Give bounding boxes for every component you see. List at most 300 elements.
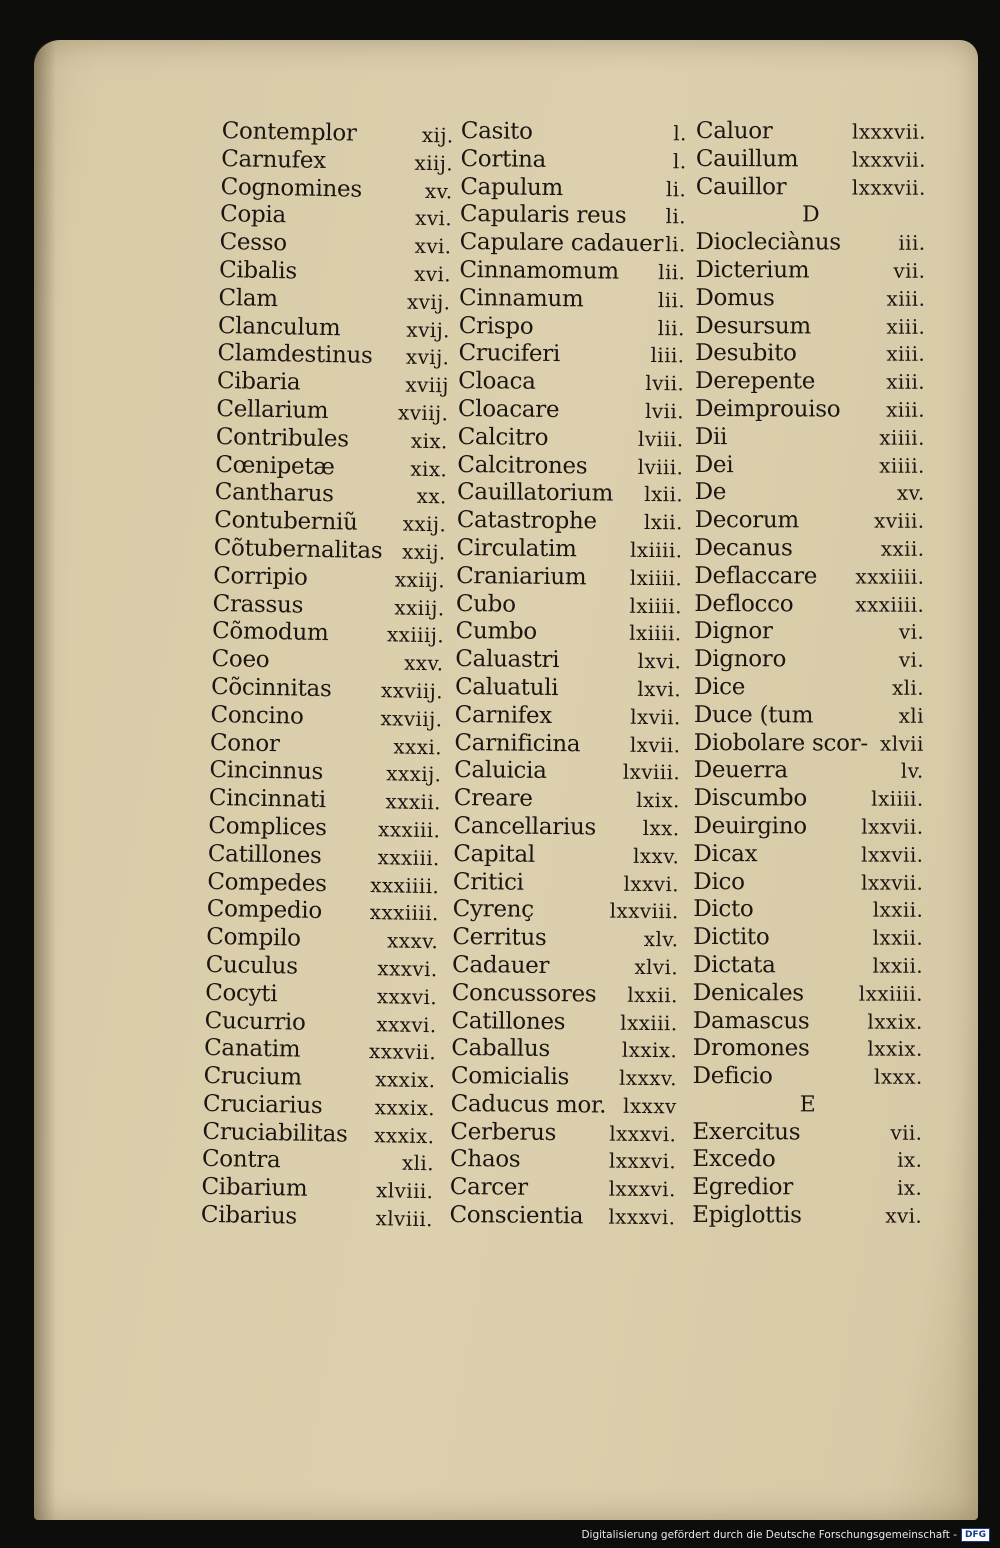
index-entry: [451, 1007, 677, 1037]
index-term: Dii: [694, 423, 728, 450]
folio-number: xlv.: [643, 927, 679, 952]
folio-number: vi.: [898, 620, 925, 645]
section-letter-heading: [696, 201, 926, 230]
index-entry: [696, 118, 926, 147]
index-entry: [458, 424, 684, 454]
index-entry: [695, 479, 925, 508]
index-entry: [695, 452, 925, 481]
folio-number: lxxvii.: [861, 842, 924, 867]
folio-number: lxiiii.: [629, 565, 683, 591]
index-term: Domus: [695, 284, 775, 312]
folio-number: xxxvi.: [377, 956, 438, 982]
index-entry: [455, 702, 681, 732]
index-term: Cumbo: [455, 618, 538, 646]
section-letter: E: [799, 1092, 816, 1118]
index-entry: [693, 1063, 923, 1092]
footer-text: Digitalisierung gefördert durch die Deutsche Forschungsgemeinschaft -: [581, 1529, 957, 1541]
index-entry: [207, 896, 439, 928]
folio-number: lvii.: [644, 398, 685, 424]
folio-number: xxxii.: [385, 789, 442, 815]
folio-number: lviii.: [637, 426, 684, 452]
folio-number: lxvi.: [637, 649, 682, 674]
folio-number: l.: [672, 149, 687, 174]
folio-number: lxxxvi.: [609, 1121, 677, 1146]
folio-number: lxxxvii.: [851, 175, 926, 200]
folio-number: liii.: [650, 343, 685, 368]
index-term: Casito: [460, 118, 533, 145]
index-term: Cauillatorium: [456, 479, 614, 507]
index-term: Caballus: [451, 1035, 551, 1063]
folio-number: lxii.: [643, 510, 683, 535]
index-entry: [695, 507, 925, 536]
index-term: Cõmodum: [211, 618, 329, 647]
index-entry: [215, 452, 447, 484]
index-entry: [693, 924, 923, 953]
index-entry: [696, 174, 926, 203]
index-term: Cruciferi: [458, 340, 561, 368]
index-term: Cancellarius: [453, 812, 597, 841]
index-entry: [694, 618, 924, 647]
index-entry: [450, 1146, 676, 1176]
index-entry: [461, 118, 687, 148]
index-entry: [217, 368, 449, 400]
folio-number: xiii.: [886, 397, 926, 422]
folio-number: xxiiij.: [386, 622, 445, 648]
folio-number: xiii.: [886, 369, 926, 394]
index-entry: [217, 340, 449, 372]
page-gutter-shadow: [34, 40, 56, 1520]
index-term: Epiglottis: [692, 1202, 802, 1229]
index-term: Clam: [218, 284, 279, 312]
index-term: Craniarium: [456, 562, 587, 591]
index-term: Crucium: [203, 1062, 303, 1091]
index-term: Dei: [694, 451, 734, 478]
index-term: Compedio: [206, 896, 323, 925]
folio-number: lxvii.: [629, 732, 681, 757]
folio-number: xxxiii.: [377, 817, 441, 843]
index-term: Contemplor: [221, 118, 357, 147]
index-term: Cadauer: [451, 951, 550, 979]
folio-number: lxxxvi.: [608, 1204, 676, 1230]
index-entry: [220, 174, 452, 206]
index-term: Clamdestinus: [217, 340, 373, 370]
index-entry: [205, 980, 437, 1012]
folio-number: ix.: [896, 1175, 923, 1201]
index-entry: [452, 924, 678, 954]
index-entry: [693, 841, 923, 870]
index-term: Dignoro: [694, 646, 787, 673]
folio-number: xij.: [421, 122, 454, 148]
index-entry: [695, 257, 925, 286]
index-term: Compilo: [206, 923, 301, 952]
index-entry: [695, 368, 925, 397]
index-term: Deflocco: [694, 590, 794, 617]
index-term: Coeo: [211, 646, 270, 674]
index-term: Dictata: [692, 951, 776, 979]
index-term: Contra: [201, 1146, 281, 1174]
index-entry: [450, 1119, 676, 1149]
folio-number: xxiij.: [394, 567, 446, 593]
dfg-logo: DFG: [961, 1528, 990, 1542]
index-entry: [454, 729, 680, 759]
index-term: Critici: [452, 868, 524, 896]
folio-number: ix.: [897, 1148, 923, 1173]
index-term: Creare: [453, 785, 533, 812]
folio-number: xlvii: [879, 731, 924, 756]
index-entry: [460, 201, 686, 231]
index-term: Desubito: [695, 340, 797, 367]
folio-number: lxiiii.: [629, 621, 682, 646]
index-entry: [692, 1174, 922, 1203]
index-entry: [450, 1174, 676, 1204]
index-term: Caluor: [695, 118, 773, 145]
index-entry: [209, 757, 441, 789]
folio-number: lxxix.: [867, 1036, 923, 1062]
index-term: Cincinnati: [208, 785, 327, 814]
folio-number: xvij.: [405, 344, 450, 370]
index-term: Deficio: [692, 1063, 773, 1090]
folio-number: lxxvii.: [861, 870, 924, 895]
folio-number: xvij.: [406, 289, 451, 315]
folio-number: lxiiii.: [871, 786, 924, 811]
index-entry: [458, 368, 684, 398]
index-term: Cocyti: [204, 979, 278, 1007]
index-term: Cibarium: [201, 1174, 308, 1203]
index-entry: [219, 229, 451, 261]
index-term: Concussores: [451, 979, 597, 1008]
index-entry: [458, 396, 684, 426]
folio-number: vii.: [890, 1120, 923, 1145]
index-term: Concino: [210, 701, 304, 730]
index-term: Cibarius: [200, 1201, 298, 1230]
folio-number: lxxiiii.: [858, 981, 923, 1006]
folio-number: lxxxvii.: [851, 147, 926, 172]
index-column-3: [692, 118, 926, 1231]
index-entry: [206, 924, 438, 956]
index-entry: [455, 618, 681, 648]
folio-number: lxxxvi.: [608, 1176, 676, 1202]
index-term: Cõcinnitas: [210, 673, 332, 703]
folio-number: lxxii.: [872, 897, 924, 923]
folio-number: lxxii.: [627, 982, 678, 1008]
folio-number: xxxix.: [374, 1095, 436, 1121]
index-term: Corripio: [212, 562, 308, 591]
index-entry: [694, 563, 924, 592]
index-term: Cesso: [219, 229, 288, 257]
folio-number: lii.: [657, 287, 686, 313]
index-entry: [455, 674, 681, 704]
index-entry: [212, 618, 444, 650]
index-term: Carnufex: [220, 145, 327, 174]
folio-number: xlviii.: [375, 1206, 434, 1232]
folio-number: xxxi.: [393, 733, 443, 759]
index-entry: [453, 868, 679, 898]
index-entry: [221, 146, 453, 178]
index-term: Diobolare scor-: [693, 729, 868, 757]
index-entry: [693, 980, 923, 1009]
folio-number: xxii.: [880, 536, 925, 561]
folio-number: xiii.: [886, 286, 926, 311]
folio-number: xxxix.: [375, 1067, 436, 1093]
folio-number: lviii.: [637, 454, 684, 479]
folio-number: lxiiii.: [629, 537, 683, 563]
folio-number: xviij.: [397, 400, 449, 426]
folio-number: xlvi.: [634, 954, 679, 980]
index-term: Deuerra: [693, 757, 788, 784]
index-term: Capulum: [460, 173, 564, 201]
folio-number: xxxiiii.: [855, 592, 925, 617]
index-entry: [213, 535, 445, 567]
folio-number: xxxiiii.: [370, 872, 440, 898]
folio-number: xxviij.: [380, 705, 443, 732]
index-term: Cantharus: [214, 479, 334, 508]
folio-number: xxij.: [401, 539, 446, 565]
index-term: Deuirgino: [693, 812, 807, 840]
index-entry: [693, 813, 923, 842]
folio-number: lxxx.: [874, 1064, 923, 1089]
index-entry: [457, 452, 683, 482]
folio-number: xiii.: [886, 314, 926, 339]
index-term: Capularis reus: [459, 201, 627, 230]
index-term: Conscientia: [449, 1202, 584, 1230]
index-entry: [214, 507, 446, 539]
folio-number: vi.: [898, 647, 925, 672]
index-entry: [209, 785, 441, 817]
folio-number: xxxij.: [386, 761, 442, 787]
index-entry: [456, 535, 682, 565]
index-term: De: [694, 479, 727, 506]
section-letter-heading: [693, 1091, 923, 1120]
folio-number: lii.: [658, 260, 686, 285]
folio-number: xv.: [424, 178, 453, 204]
index-entry: [221, 118, 453, 150]
index-entry: [460, 146, 686, 176]
index-term: Chaos: [449, 1146, 521, 1174]
folio-number: xxviij.: [380, 678, 444, 704]
folio-number: xxxiiii.: [369, 900, 439, 926]
folio-number: lxxii.: [872, 925, 924, 950]
folio-number: xvi.: [885, 1203, 923, 1228]
index-entry: [693, 869, 923, 898]
folio-number: xxxvi.: [376, 1011, 437, 1037]
index-entry: [694, 535, 924, 564]
index-entry: [692, 1146, 922, 1175]
index-entry: [694, 730, 924, 759]
folio-number: lxxix.: [867, 1009, 923, 1034]
index-term: Cyrenç: [452, 896, 534, 924]
index-term: Cibalis: [218, 256, 298, 285]
index-term: Complices: [208, 812, 327, 842]
folio-number: iii.: [898, 230, 926, 255]
index-term: Contuberniũ: [214, 507, 358, 536]
index-term: Cinnamum: [458, 284, 584, 313]
index-entry: [207, 868, 439, 900]
index-entry: [453, 841, 679, 871]
index-term: Catastrophe: [456, 507, 597, 535]
index-entry: [451, 1035, 677, 1065]
index-term: Dignor: [694, 618, 773, 645]
index-entry: [201, 1202, 433, 1234]
folio-number: lxxxv.: [618, 1065, 678, 1091]
index-term: Carnifex: [454, 701, 553, 729]
index-entry: [695, 396, 925, 425]
index-entry: [694, 674, 924, 703]
folio-number: xxv.: [403, 650, 444, 676]
folio-number: lvii.: [645, 371, 685, 396]
index-entry: [205, 952, 437, 984]
index-term: Cruciarius: [202, 1090, 323, 1119]
folio-number: xli: [898, 703, 924, 728]
folio-number: lv.: [900, 759, 924, 784]
index-term: Catillones: [451, 1007, 566, 1035]
index-term: Carcer: [449, 1174, 528, 1202]
index-entry: [215, 479, 447, 511]
index-entry: [459, 285, 685, 315]
index-entry: [695, 313, 925, 342]
folio-number: lxix.: [636, 787, 680, 813]
index-term: Conor: [209, 729, 280, 757]
folio-number: xli.: [401, 1151, 435, 1176]
index-term: Carnificina: [454, 729, 581, 757]
index-entry: [220, 201, 452, 233]
index-entry: [452, 980, 678, 1010]
folio-number: xix.: [410, 428, 449, 454]
index-entry: [460, 229, 686, 259]
folio-number: xvi.: [413, 261, 452, 287]
index-entry: [694, 702, 924, 731]
index-entry: [452, 952, 678, 982]
index-entry: [692, 1119, 922, 1148]
index-term: Calcitrones: [457, 451, 588, 479]
digitization-footer: [581, 1528, 990, 1542]
index-entry: [694, 757, 924, 786]
index-term: Dictito: [693, 924, 770, 951]
index-term: Caluicia: [454, 757, 547, 785]
index-entry: [694, 591, 924, 620]
index-term: Decorum: [694, 507, 799, 534]
index-term: Cerritus: [452, 924, 547, 952]
index-entry: [695, 285, 925, 314]
folio-number: xiij.: [414, 150, 454, 176]
index-entry: [204, 1035, 436, 1067]
index-entry: [453, 896, 679, 926]
index-term: Cruciabilitas: [202, 1118, 348, 1148]
index-term: Dicto: [693, 896, 754, 923]
folio-number: lxiiii.: [629, 593, 683, 618]
section-letter: D: [801, 202, 820, 228]
index-entry: [216, 424, 448, 456]
index-entry: [695, 340, 925, 369]
index-term: Caluatuli: [454, 673, 559, 701]
folio-number: lxxxvi.: [608, 1149, 677, 1174]
index-entry: [219, 257, 451, 289]
index-entry: [213, 563, 445, 595]
index-term: Cœnipetæ: [215, 451, 335, 480]
folio-number: xxxv.: [386, 928, 439, 954]
index-entry: [692, 1202, 922, 1231]
index-term: Denicales: [692, 979, 804, 1007]
index-term: Crassus: [212, 590, 304, 619]
folio-number: lxxix.: [621, 1038, 678, 1063]
index-term: Damascus: [692, 1007, 810, 1034]
index-entry: [696, 229, 926, 258]
index-entry: [216, 396, 448, 428]
index-entry: [455, 646, 681, 676]
index-term: Cognomines: [220, 173, 363, 203]
index-entry: [457, 479, 683, 509]
folio-number: lxxiii.: [620, 1010, 678, 1035]
index-term: Dico: [693, 868, 745, 895]
folio-number: xxxvi.: [376, 983, 438, 1009]
folio-number: lxxvi.: [623, 871, 680, 896]
folio-number: xiiii.: [879, 453, 925, 478]
index-term: Cucurrio: [204, 1007, 306, 1036]
folio-number: vii.: [893, 258, 926, 283]
index-term: Cerberus: [450, 1118, 557, 1146]
folio-number: xxxiii.: [377, 844, 441, 871]
index-entry: [459, 257, 685, 287]
index-term: Compedes: [207, 868, 327, 897]
index-entry: [694, 785, 924, 814]
index-entry: [210, 702, 442, 734]
index-term: Discumbo: [693, 785, 807, 812]
folio-number: xx.: [416, 484, 448, 509]
folio-number: xxxiiii.: [855, 564, 925, 589]
index-term: Capulare cadauer: [459, 229, 664, 258]
index-entry: [203, 1063, 435, 1095]
index-entry: [212, 590, 444, 622]
folio-number: lxxvii.: [861, 814, 924, 839]
index-entry: [693, 1007, 923, 1036]
index-entry: [204, 1007, 436, 1039]
index-entry: [693, 896, 923, 925]
index-term: Excedo: [692, 1146, 776, 1173]
folio-number: xvij.: [406, 317, 451, 342]
index-term: Deimprouiso: [694, 395, 841, 423]
folio-number: xxij.: [402, 511, 447, 537]
index-term: Cubo: [455, 590, 516, 618]
index-entry: [203, 1091, 435, 1123]
folio-number: li.: [665, 204, 687, 229]
folio-number: lxii.: [644, 482, 684, 507]
index-entry: [456, 591, 682, 621]
folio-number: lxxv.: [632, 843, 680, 869]
index-column-2: [449, 118, 687, 1232]
index-term: Catillones: [207, 840, 322, 869]
folio-number: xiiii.: [879, 425, 925, 450]
index-entry: [453, 813, 679, 843]
index-term: Canatim: [203, 1035, 301, 1063]
index-term: Exercitus: [692, 1118, 801, 1146]
index-entry: [460, 174, 686, 204]
index-term: Cellarium: [216, 395, 329, 425]
index-term: Egredior: [692, 1174, 793, 1201]
index-entry: [211, 674, 443, 706]
index-term: Calcitro: [457, 423, 549, 451]
index-term: Cinnamomum: [459, 256, 619, 285]
index-term: Clanculum: [217, 312, 341, 341]
folio-number: xviij: [405, 372, 450, 398]
folio-number: xlviii.: [375, 1178, 434, 1204]
index-term: Dicterium: [695, 256, 810, 284]
index-entry: [693, 1035, 923, 1064]
folio-number: xxxvii.: [368, 1039, 437, 1065]
index-term: Capital: [453, 840, 536, 868]
index-term: Duce (tum: [693, 701, 814, 729]
index-term: Comicialis: [450, 1063, 570, 1091]
index-term: Cloacare: [457, 395, 560, 424]
folio-number: lxx.: [642, 815, 680, 841]
